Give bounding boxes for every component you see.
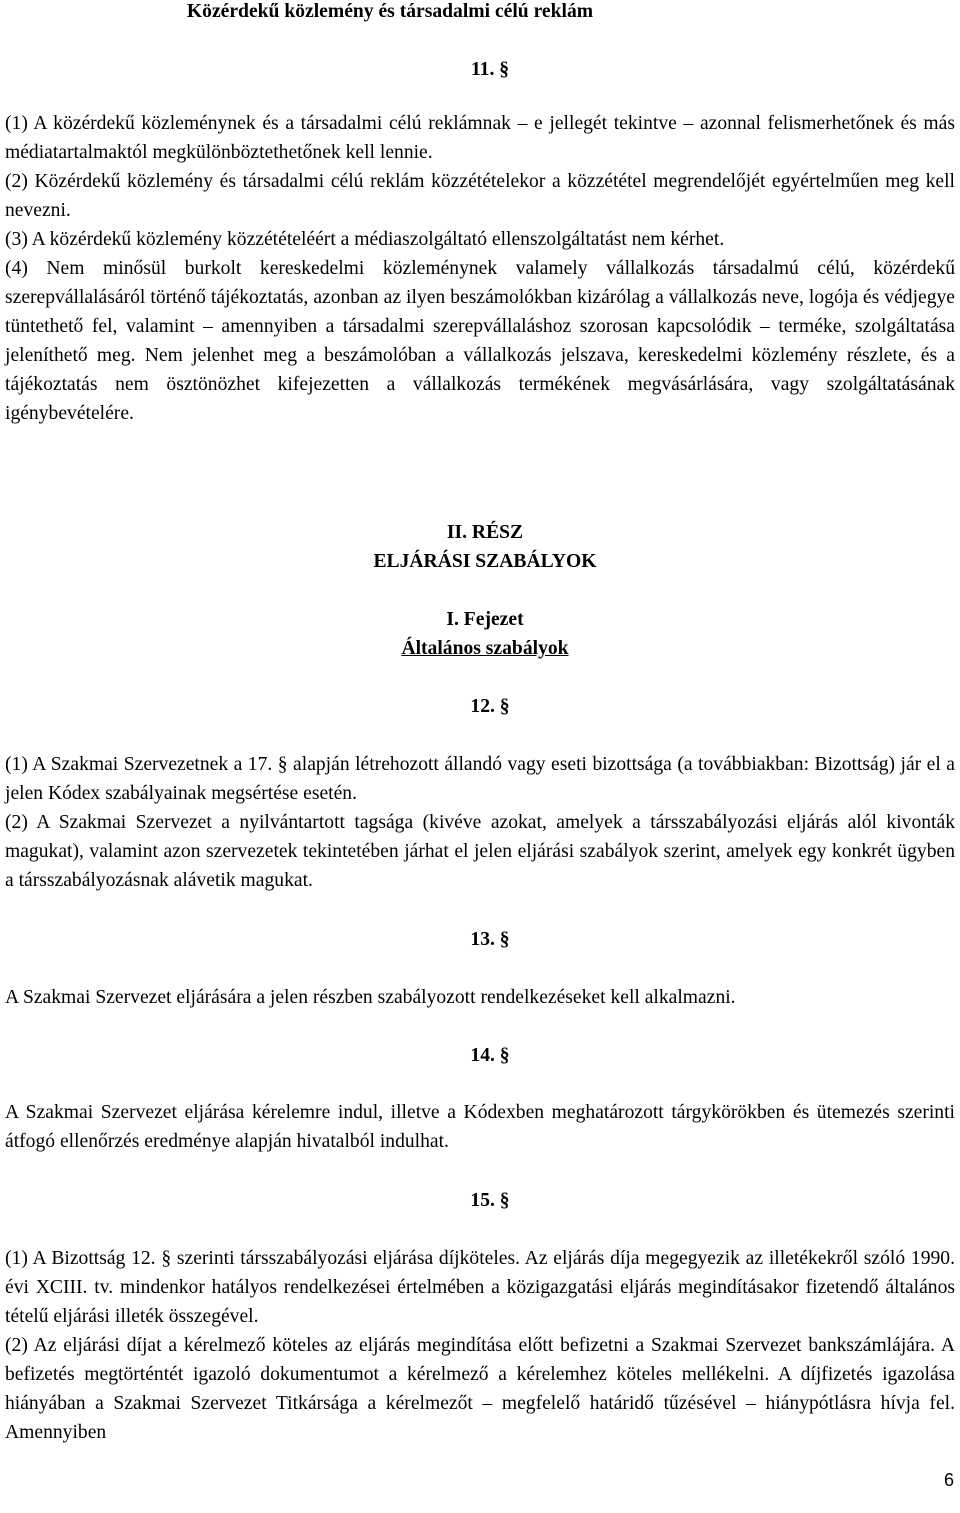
section-title: Közérdekű közlemény és társadalmi célú reklám <box>186 1 594 22</box>
chapter-heading: I. Fejezet <box>446 609 524 630</box>
section-13-body <box>5 983 955 1012</box>
sec15-paragraph-2: (2) Az eljárási díjat a kérelmező köteles az eljárás megindítása előtt befizetni a Szakmai Szervezet bankszámlájára. A befizetés megtörténtét igazoló dokumentumot a kérelmező a kérelemhez köteles mellékelni. A díjfizetés igazolása hiányában a Szakmai Szervezet Titkársága a kérelmezőt – megfelelő határidő tűzésével – hiánypótlásra hívja fel. Amennyiben <box>5 1335 955 1443</box>
sec12-paragraph-1: (1) A Szakmai Szervezetnek a 17. § alapján létrehozott állandó vagy eseti bizottsága (a továbbiakban: Bizottság) jár el a jelen Kódex szabályainak megsértése esetén. <box>5 754 955 804</box>
section-15-body <box>5 1244 955 1447</box>
section-11-heading: 11. § <box>470 59 510 80</box>
section-11-body <box>5 109 955 428</box>
chapter-title: Általános szabályok <box>401 638 569 659</box>
section-14-body <box>5 1098 955 1156</box>
sec15-paragraph-1: (1) A Bizottság 12. § szerinti társszabályozási eljárása díjköteles. Az eljárás díja megegyezik az illetékekről szóló 1990. évi XCIII. tv. mindenkor hatályos rendelkezései értelmében a közigazgatási eljárás megindításakor fizetendő általános tételű eljárási illeték összegével. <box>5 1248 955 1327</box>
part-title: ELJÁRÁSI SZABÁLYOK <box>373 551 597 572</box>
page-number: 6 <box>943 1470 954 1490</box>
sec12-paragraph-2: (2) A Szakmai Szervezet a nyilvántartott tagsága (kivéve azokat, amelyek a társszabályozási eljárás alól kivonták magukat), valamint azon szervezetek tekintetében járhat el jelen eljárási szabályok szerint, amelyek egy konkrét ügyben a társszabályozásnak alávetik magukat. <box>5 812 955 891</box>
section-13-heading: 13. § <box>470 929 510 950</box>
sec11-paragraph-2: (2) Közérdekű közlemény és társadalmi célú reklám közzétételekor a közzététel megrendelőjét egyértelműen meg kell nevezni. <box>5 171 955 221</box>
section-12-heading: 12. § <box>470 696 510 717</box>
section-15-heading: 15. § <box>470 1190 510 1211</box>
sec11-paragraph-4: (4) Nem minősül burkolt kereskedelmi közleménynek valamely vállalkozás társadalmú célú, közérdekű szerepvállalásáról történő tájékoztatás, azonban az ilyen beszámolókban kizárólag a vállalkozás neve, logója és védjegye tüntethető fel, valamint – amennyiben a társadalmi szerepvállaláshoz szorosan kapcsolódik – terméke, szolgáltatása jeleníthető meg. Nem jelenhet meg a beszámolóban a vállalkozás jelszava, kereskedelmi közlemény részlete, és a tájékoztatás nem ösztönözhet kifejezetten a vállalkozás termékének megvásárlására, vagy szolgáltatásának igénybevételére. <box>5 258 955 424</box>
sec11-paragraph-1: (1) A közérdekű közleménynek és a társadalmi célú reklámnak – e jellegét tekintve – azonnal felismerhetőnek és más médiatartalmaktól megkülönböztethetőnek kell lennie. <box>5 113 955 163</box>
sec14-paragraph-1: A Szakmai Szervezet eljárása kérelemre indul, illetve a Kódexben meghatározott tárgykörökben és ütemezés szerinti átfogó ellenőrzés eredménye alapján hivatalból indulhat. <box>5 1102 955 1152</box>
section-12-body <box>5 750 955 895</box>
part-heading: II. RÉSZ <box>446 522 524 543</box>
section-14-heading: 14. § <box>470 1045 510 1066</box>
sec11-paragraph-3: (3) A közérdekű közlemény közzétételéért a médiaszolgáltató ellenszolgáltatást nem kérhet. <box>5 229 725 250</box>
sec13-paragraph-1: A Szakmai Szervezet eljárására a jelen részben szabályozott rendelkezéseket kell alkalmazni. <box>5 987 736 1008</box>
